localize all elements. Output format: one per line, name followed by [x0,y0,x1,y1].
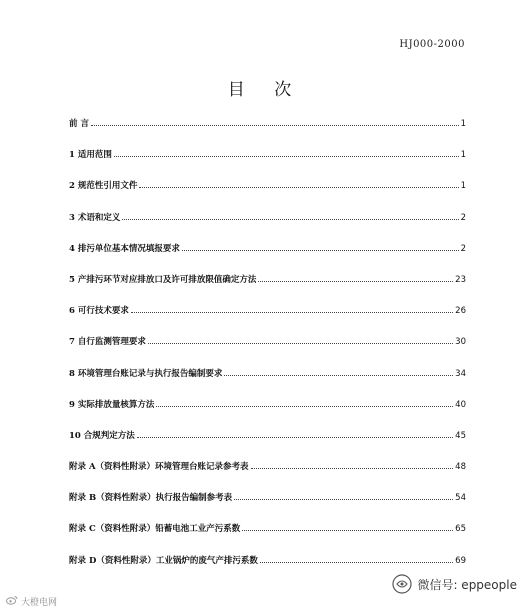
toc-entry-label: 6 可行技术要求 [69,306,129,317]
toc-entry-page: 26 [455,306,466,317]
toc-leader-dots [91,125,459,126]
toc-leader-dots [234,499,453,500]
toc-leader-dots [258,281,453,282]
toc-entry[interactable] [69,208,466,223]
toc-entry-label: 附录 A（资料性附录）环境管理台账记录参考表 [69,462,249,473]
table-of-contents [69,114,466,582]
toc-leader-dots [139,187,458,188]
toc-entry-label: 附录 B（资料性附录）执行报告编制参考表 [69,493,233,504]
toc-entry[interactable] [69,239,466,254]
toc-leader-dots [260,562,453,563]
toc-entry-label: 8 环境管理台账记录与执行报告编制要求 [69,368,223,379]
toc-entry-label: 附录 C（资料性附录）铅蓄电池工业产污系数 [69,524,241,535]
toc-entry-page: 1 [460,150,466,161]
toc-entry[interactable] [69,270,466,285]
toc-entry[interactable] [69,519,466,534]
toc-entry-page: 23 [455,274,466,285]
toc-entry-page: 69 [455,555,466,566]
toc-entry[interactable] [69,395,466,410]
toc-entry[interactable] [69,364,466,379]
weibo-icon [6,595,18,608]
toc-entry[interactable] [69,551,466,566]
toc-entry-label: 前 言 [69,119,89,129]
toc-leader-dots [182,250,459,251]
toc-entry-page: 1 [460,181,466,192]
document-code: HJ000-2000 [399,39,465,50]
toc-entry-label: 7 自行监测管理要求 [69,337,146,348]
toc-entry[interactable] [69,301,466,316]
toc-entry[interactable] [69,332,466,347]
toc-entry-page: 65 [455,524,466,535]
wechat-watermark [392,574,517,594]
toc-leader-dots [122,219,458,220]
toc-entry-page: 45 [455,430,466,441]
toc-leader-dots [137,437,453,438]
toc-leader-dots [114,156,459,157]
toc-entry[interactable] [69,145,466,160]
toc-leader-dots [156,406,453,407]
toc-entry[interactable] [69,457,466,472]
toc-entry-page: 30 [455,337,466,348]
toc-entry-page: 40 [455,399,466,410]
watermark-left-text: 大橙电网 [21,598,58,608]
toc-entry-page: 2 [460,212,466,223]
toc-entry-page: 48 [455,462,466,473]
toc-entry-label: 1 适用范围 [69,150,112,161]
toc-entry[interactable] [69,114,466,129]
toc-leader-dots [131,312,453,313]
page-title: 目 次 [227,80,304,100]
toc-entry-page: 1 [460,119,466,129]
toc-leader-dots [148,343,453,344]
toc-entry-page: 34 [455,368,466,379]
toc-leader-dots [224,375,453,376]
toc-entry-label: 附录 D（资料性附录）工业锅炉的废气产排污系数 [69,555,258,566]
toc-leader-dots [251,468,454,469]
toc-entry[interactable] [69,426,466,441]
toc-entry-label: 9 实际排放量核算方法 [69,399,155,410]
toc-entry-page: 2 [460,243,466,254]
toc-entry-label: 3 术语和定义 [69,212,121,223]
toc-entry-label: 10 合规判定方法 [69,430,135,441]
wechat-icon [392,574,412,594]
toc-entry[interactable] [69,488,466,503]
watermark-left [6,595,57,608]
wechat-id-text: 微信号: eppeople [417,577,517,592]
toc-entry[interactable] [69,176,466,191]
toc-entry-label: 5 产排污环节对应排放口及许可排放限值确定方法 [69,274,257,285]
toc-entry-label: 2 规范性引用文件 [69,181,138,192]
toc-leader-dots [242,530,453,531]
toc-entry-label: 4 排污单位基本情况填报要求 [69,243,180,254]
toc-entry-page: 54 [455,493,466,504]
